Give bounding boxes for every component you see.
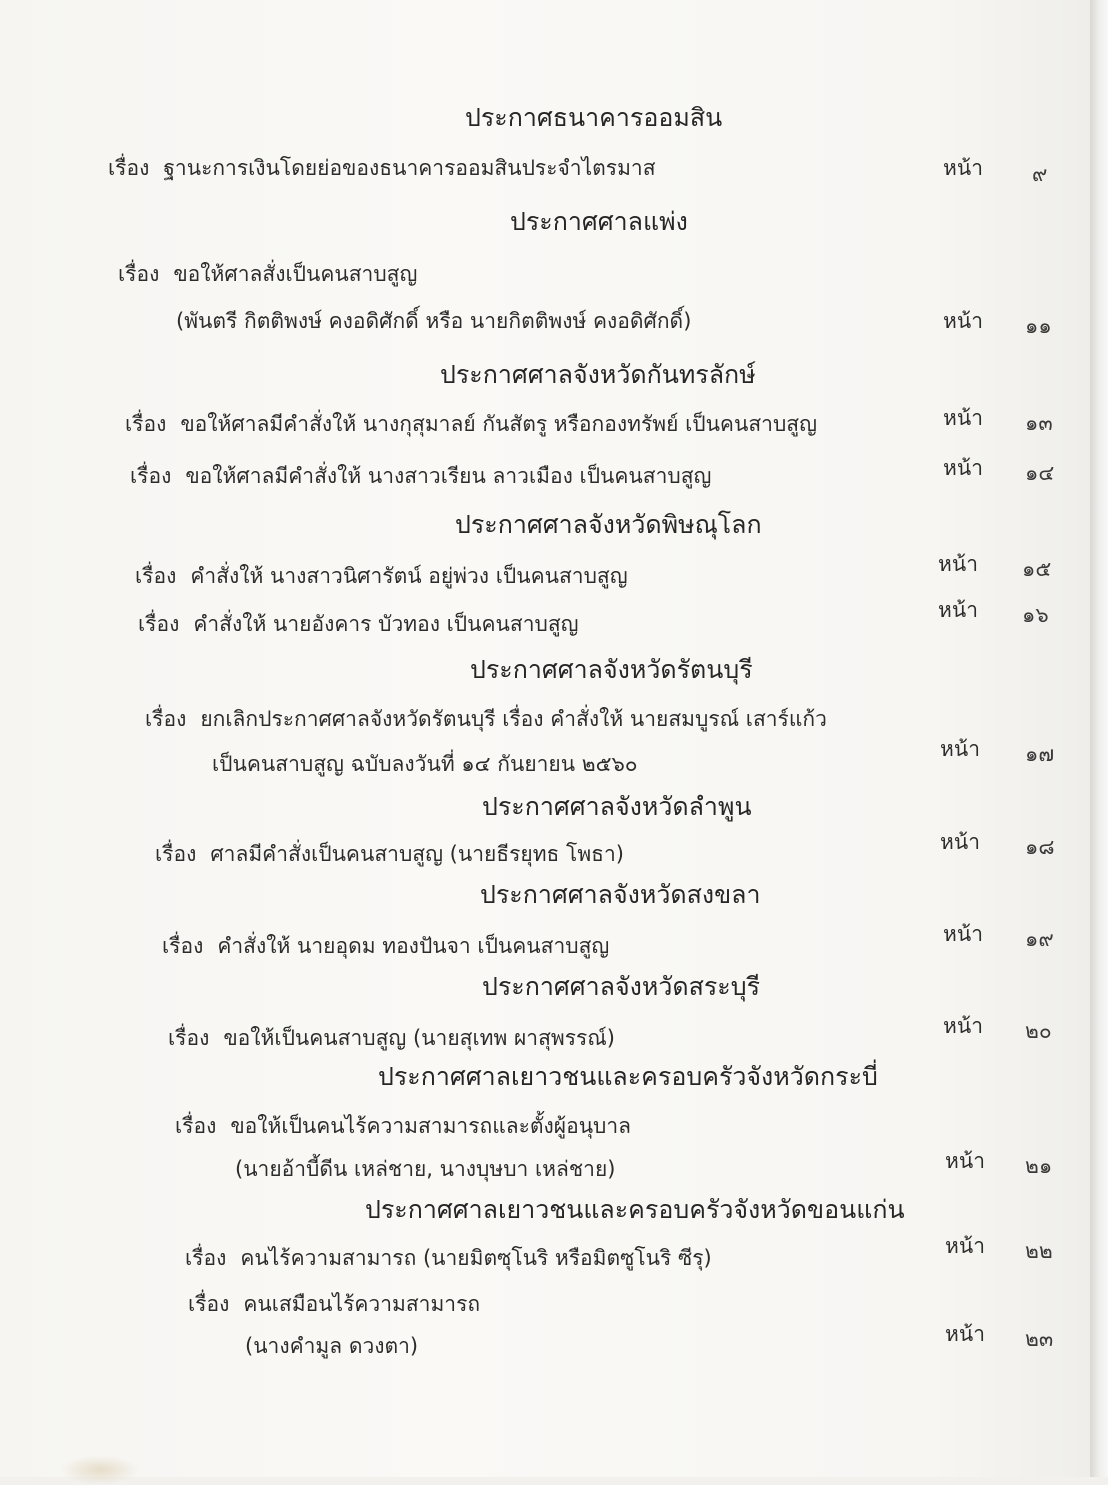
page-label: หน้า bbox=[945, 1234, 985, 1258]
entry-title: ศาลมีคำสั่งเป็นคนสาบสูญ (นายธีรยุทธ โพธา) bbox=[210, 842, 624, 866]
section-heading: ประกาศศาลจังหวัดสระบุรี bbox=[482, 972, 761, 1001]
page-number: ๑๑ bbox=[1025, 314, 1052, 338]
page-label: หน้า bbox=[943, 922, 983, 946]
page-label: หน้า bbox=[938, 598, 978, 622]
entry-prefix: เรื่อง bbox=[138, 612, 180, 636]
page-label: หน้า bbox=[938, 552, 978, 576]
entry-title: ขอให้เป็นคนสาบสูญ (นายสุเทพ ผาสุพรรณ์) bbox=[223, 1026, 615, 1050]
entry-prefix: เรื่อง bbox=[145, 707, 187, 731]
section-heading: ประกาศศาลแพ่ง bbox=[510, 207, 688, 236]
entry-title: ขอให้เป็นคนไร้ความสามารถและตั้งผู้อนุบาล bbox=[230, 1114, 632, 1138]
entry-line bbox=[118, 258, 417, 291]
entry-title: ฐานะการเงินโดยย่อของธนาคารออมสินประจำไตรมาส bbox=[163, 156, 656, 180]
entry-line bbox=[168, 1022, 615, 1055]
entry-prefix: เรื่อง bbox=[130, 464, 172, 488]
section-heading: ประกาศศาลจังหวัดสงขลา bbox=[480, 880, 761, 909]
entry-prefix: เรื่อง bbox=[162, 934, 204, 958]
entry-title: ขอให้ศาลสั่งเป็นคนสาบสูญ bbox=[173, 262, 418, 286]
section-heading: ประกาศศาลเยาวชนและครอบครัวจังหวัดขอนแก่น bbox=[365, 1195, 905, 1224]
page-label: หน้า bbox=[943, 309, 983, 333]
page-number: ๑๘ bbox=[1025, 835, 1055, 859]
entry-prefix: เรื่อง bbox=[185, 1246, 227, 1270]
entry-line-continued: เป็นคนสาบสูญ ฉบับลงวันที่ ๑๔ กันยายน ๒๕๖๐ bbox=[212, 752, 638, 776]
page-label: หน้า bbox=[940, 830, 980, 854]
page-label: หน้า bbox=[945, 1149, 985, 1173]
page-number: ๑๓ bbox=[1025, 411, 1053, 435]
entry-title: คำสั่งให้ นางสาวนิศารัตน์ อยู่พ่วง เป็นคนสาบสูญ bbox=[190, 564, 628, 588]
entry-prefix: เรื่อง bbox=[125, 412, 167, 436]
page-label: หน้า bbox=[943, 406, 983, 430]
entry-line bbox=[185, 1242, 712, 1275]
entry-title: ขอให้ศาลมีคำสั่งให้ นางสาวเรียน ลาวเมือง เป็นคนสาบสูญ bbox=[185, 464, 712, 488]
entry-line bbox=[188, 1288, 480, 1321]
entry-line-continued: (นางคำมูล ดวงตา) bbox=[245, 1334, 419, 1358]
section-heading: ประกาศศาลจังหวัดลำพูน bbox=[482, 792, 752, 821]
section-heading: ประกาศศาลจังหวัดรัตนบุรี bbox=[470, 655, 753, 684]
page-number: ๑๙ bbox=[1025, 927, 1054, 951]
entry-prefix: เรื่อง bbox=[118, 262, 160, 286]
entry-line bbox=[155, 838, 624, 871]
entry-line bbox=[175, 1110, 631, 1143]
page-number: ๒๑ bbox=[1025, 1154, 1053, 1178]
page-number: ๒๒ bbox=[1025, 1239, 1053, 1263]
entry-title: คนเสมือนไร้ความสามารถ bbox=[243, 1292, 481, 1316]
page-number: ๑๖ bbox=[1022, 603, 1049, 627]
page-number: ๑๗ bbox=[1025, 742, 1055, 766]
entry-line bbox=[108, 152, 656, 185]
entry-title: ยกเลิกประกาศศาลจังหวัดรัตนบุรี เรื่อง คำสั่งให้ นายสมบูรณ์ เสาร์แก้ว bbox=[200, 707, 827, 731]
section-heading: ประกาศศาลเยาวชนและครอบครัวจังหวัดกระบี่ bbox=[378, 1062, 878, 1091]
page-number: ๙ bbox=[1032, 162, 1048, 186]
entry-line bbox=[162, 930, 609, 963]
entry-prefix: เรื่อง bbox=[168, 1026, 210, 1050]
page-number: ๒๓ bbox=[1025, 1327, 1054, 1351]
page-label: หน้า bbox=[943, 456, 983, 480]
page-number: ๑๔ bbox=[1025, 461, 1055, 485]
page-number: ๑๕ bbox=[1022, 557, 1052, 581]
entry-line bbox=[135, 560, 628, 593]
entry-title: คำสั่งให้ นายอังคาร บัวทอง เป็นคนสาบสูญ bbox=[193, 612, 579, 636]
page-label: หน้า bbox=[945, 1322, 985, 1346]
entry-line bbox=[138, 608, 579, 641]
entry-prefix: เรื่อง bbox=[135, 564, 177, 588]
section-heading: ประกาศศาลจังหวัดกันทรลักษ์ bbox=[440, 360, 756, 389]
entry-line-continued: (นายอ้าบี้ดีน เหล่ชาย, นางบุษบา เหล่ชาย) bbox=[235, 1157, 616, 1181]
entry-title: คำสั่งให้ นายอุดม ทองปันจา เป็นคนสาบสูญ bbox=[217, 934, 610, 958]
entry-prefix: เรื่อง bbox=[155, 842, 197, 866]
entry-prefix: เรื่อง bbox=[108, 156, 150, 180]
entry-prefix: เรื่อง bbox=[175, 1114, 217, 1138]
section-heading: ประกาศธนาคารออมสิน bbox=[465, 103, 723, 132]
entry-title: คนไร้ความสามารถ (นายมิตซุโนริ หรือมิตซูโนริ ซีรุ) bbox=[240, 1246, 712, 1270]
page-label: หน้า bbox=[940, 737, 980, 761]
page-edge bbox=[1090, 0, 1108, 1477]
entry-line bbox=[125, 408, 817, 441]
entry-prefix: เรื่อง bbox=[188, 1292, 230, 1316]
entry-title: ขอให้ศาลมีคำสั่งให้ นางกุสุมาลย์ กันสัตรู หรือกองทรัพย์ เป็นคนสาบสูญ bbox=[180, 412, 817, 436]
page-label: หน้า bbox=[943, 156, 983, 180]
page-label: หน้า bbox=[943, 1014, 983, 1038]
entry-line-continued: (พันตรี กิตติพงษ์ คงอดิศักดิ์ หรือ นายกิตติพงษ์ คงอดิศักดิ์) bbox=[176, 309, 692, 333]
page-number: ๒๐ bbox=[1025, 1019, 1052, 1043]
entry-line bbox=[145, 703, 827, 736]
paper-stain bbox=[60, 1455, 140, 1485]
section-heading: ประกาศศาลจังหวัดพิษณุโลก bbox=[455, 510, 762, 539]
entry-line bbox=[130, 460, 711, 493]
